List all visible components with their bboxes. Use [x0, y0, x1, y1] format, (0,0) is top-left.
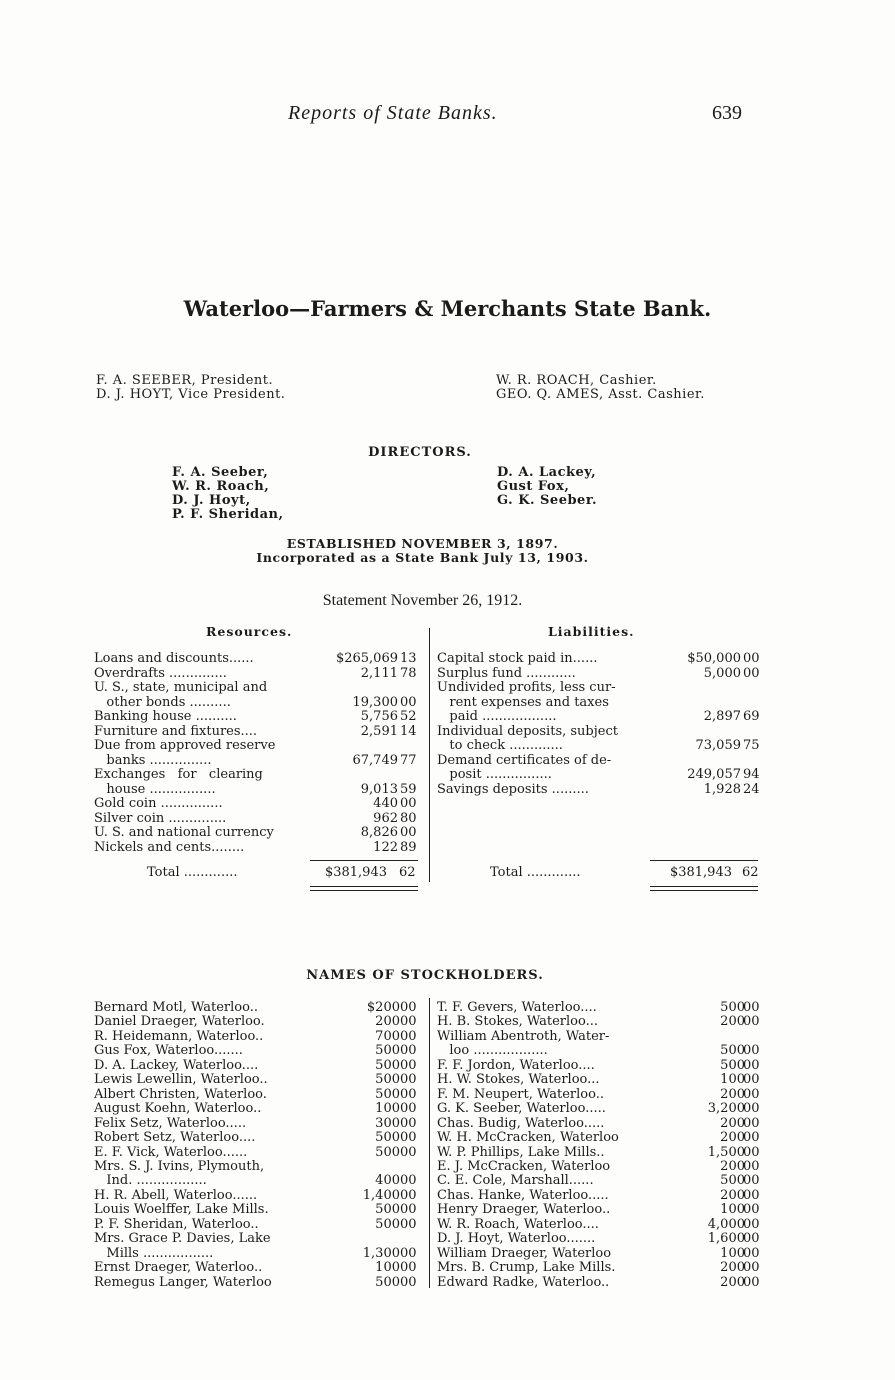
column-divider	[429, 628, 430, 882]
table-row	[437, 739, 765, 753]
table-row	[437, 710, 765, 724]
table-row	[94, 812, 422, 826]
row-dollars: 9,013	[360, 781, 398, 797]
row-label: other bonds ..........	[94, 694, 231, 710]
table-row	[94, 1174, 422, 1188]
row-dollars: 8,826	[360, 825, 398, 840]
row-cents: 00	[743, 1115, 760, 1131]
table-row	[437, 667, 765, 681]
row-label: E. J. McCracken, Waterloo	[437, 1158, 611, 1174]
row-label: Surplus fund ............	[437, 665, 576, 681]
row-dollars: 249,057	[687, 767, 741, 782]
table-row	[94, 667, 422, 681]
row-cents: 14	[400, 723, 417, 739]
row-label: W. R. Roach, Waterloo....	[437, 1216, 599, 1232]
row-cents: 24	[743, 781, 760, 797]
row-label: Gus Fox, Waterloo.......	[94, 1043, 243, 1059]
row-dollars: 400	[375, 1173, 400, 1189]
table-row	[94, 754, 422, 768]
row-dollars: $265,069	[335, 651, 398, 666]
row-dollars: 200	[720, 1115, 745, 1131]
liabilities-double-rule	[650, 886, 758, 891]
row-label: William Abentroth, Water-	[437, 1028, 610, 1044]
table-row	[437, 1261, 765, 1275]
table-row	[437, 1102, 765, 1116]
row-label: Exchanges for clearing	[94, 767, 263, 782]
row-dollars: 200	[720, 1086, 745, 1102]
row-cents: 00	[400, 1057, 417, 1073]
officers-right	[496, 374, 705, 402]
row-dollars: 200	[720, 1260, 745, 1276]
row-cents: 00	[400, 1173, 417, 1189]
table-row	[437, 1117, 765, 1131]
director: D. J. Hoyt,	[172, 493, 251, 508]
row-cents: 80	[400, 810, 417, 826]
row-dollars: 500	[720, 1057, 745, 1073]
row-cents: 52	[400, 709, 417, 724]
row-cents: 00	[400, 1202, 417, 1218]
table-row	[94, 652, 422, 666]
row-cents: 89	[400, 839, 417, 855]
table-row	[94, 1189, 422, 1203]
table-row	[437, 1189, 765, 1203]
row-label: Mills .................	[94, 1245, 214, 1261]
row-dollars: 67,749	[352, 752, 398, 768]
table-row	[437, 1001, 765, 1015]
row-label: Individual deposits, subject	[437, 723, 618, 739]
row-dollars: 500	[375, 1274, 400, 1290]
liabilities-sum-rule	[650, 860, 758, 861]
row-label: R. Heidemann, Waterloo..	[94, 1028, 264, 1044]
row-label: August Koehn, Waterloo..	[94, 1101, 262, 1117]
officers-left	[96, 374, 285, 402]
officer-cashier: W. R. ROACH, Cashier.	[496, 373, 657, 388]
row-dollars: 73,059	[695, 738, 741, 753]
row-dollars: 500	[375, 1216, 400, 1232]
row-dollars: 200	[375, 1014, 400, 1030]
row-label: U. S., state, municipal and	[94, 680, 268, 695]
row-dollars: 100	[720, 1072, 745, 1088]
row-label: H. B. Stokes, Waterloo...	[437, 1014, 598, 1030]
row-cents: 00	[743, 1173, 760, 1189]
row-dollars: 500	[720, 1000, 745, 1015]
row-dollars: 500	[375, 1144, 400, 1160]
row-dollars: 200	[720, 1187, 745, 1203]
row-cents: 00	[400, 1101, 417, 1117]
row-label: rent expenses and taxes	[437, 694, 609, 710]
table-row	[94, 1001, 422, 1015]
row-label: Edward Radke, Waterloo..	[437, 1274, 610, 1290]
row-dollars: 700	[375, 1028, 400, 1044]
established-block	[0, 537, 845, 565]
total-cents: 62	[399, 865, 416, 880]
row-label: Albert Christen, Waterloo.	[94, 1086, 267, 1102]
stockholders-heading: NAMES OF STOCKHOLDERS.	[306, 968, 544, 983]
row-label: Louis Woelffer, Lake Mills.	[94, 1202, 269, 1218]
table-row	[437, 1247, 765, 1261]
row-label: P. F. Sheridan, Waterloo..	[94, 1216, 259, 1232]
officer-president: F. A. SEEBER, President.	[96, 373, 274, 388]
running-title: Reports of State Banks.	[288, 102, 498, 124]
row-label: Gold coin ...............	[94, 796, 223, 811]
table-row	[437, 1131, 765, 1145]
row-cents: 00	[400, 1014, 417, 1030]
row-cents: 13	[400, 651, 417, 666]
row-label: H. R. Abell, Waterloo......	[94, 1187, 258, 1203]
row-dollars: 3,200	[707, 1101, 745, 1117]
table-row	[94, 1073, 422, 1087]
row-cents: 00	[743, 1072, 760, 1088]
row-cents: 00	[743, 651, 760, 666]
row-cents: 00	[400, 1115, 417, 1131]
director: Gust Fox,	[497, 479, 570, 494]
table-row	[437, 1088, 765, 1102]
row-cents: 00	[400, 1072, 417, 1088]
row-label: Mrs. B. Crump, Lake Mills.	[437, 1260, 616, 1276]
table-row	[94, 1247, 422, 1261]
row-cents: 75	[743, 738, 760, 753]
table-row	[94, 768, 422, 782]
row-cents: 00	[743, 1043, 760, 1059]
row-label: Capital stock paid in......	[437, 651, 598, 666]
incorporated-date: Incorporated as a State Bank July 13, 1903.	[256, 550, 589, 565]
row-dollars: 1,300	[362, 1245, 400, 1261]
table-row	[437, 1203, 765, 1217]
table-row	[94, 826, 422, 840]
resources-heading: Resources.	[206, 624, 293, 639]
row-cents: 00	[400, 1216, 417, 1232]
row-cents: 00	[400, 1130, 417, 1146]
officer-vice-president: D. J. HOYT, Vice President.	[96, 387, 286, 402]
row-cents: 00	[743, 1014, 760, 1030]
row-cents: 00	[400, 1028, 417, 1044]
row-label: Chas. Budig, Waterloo.....	[437, 1115, 605, 1131]
table-row	[94, 696, 422, 710]
row-dollars: 500	[375, 1202, 400, 1218]
table-row	[437, 1218, 765, 1232]
row-dollars: 1,400	[362, 1187, 400, 1203]
row-label: Savings deposits .........	[437, 781, 589, 797]
liabilities-total-row	[490, 866, 762, 880]
table-row	[94, 1088, 422, 1102]
table-row	[94, 841, 422, 855]
row-label: H. W. Stokes, Waterloo...	[437, 1072, 600, 1088]
row-dollars: 200	[720, 1158, 745, 1174]
row-label: posit ................	[437, 767, 552, 782]
row-label: William Draeger, Waterloo	[437, 1245, 612, 1261]
row-cents: 00	[743, 1158, 760, 1174]
row-dollars: 1,500	[707, 1144, 745, 1160]
total-label: Total .............	[490, 865, 581, 880]
row-cents: 00	[400, 1274, 417, 1290]
table-row	[94, 783, 422, 797]
statement-title: Statement November 26, 1912.	[322, 592, 523, 609]
table-row	[94, 1232, 422, 1246]
row-dollars: 440	[373, 796, 398, 811]
row-dollars: 500	[375, 1130, 400, 1146]
row-cents: 77	[400, 752, 417, 768]
row-dollars: 100	[375, 1101, 400, 1117]
table-row	[94, 739, 422, 753]
row-label: Loans and discounts......	[94, 651, 254, 666]
row-cents: 00	[743, 1130, 760, 1146]
table-row	[94, 1044, 422, 1058]
row-dollars: 5,000	[703, 665, 741, 681]
row-label: loo ..................	[437, 1043, 548, 1059]
row-cents: 00	[743, 1187, 760, 1203]
row-cents: 00	[400, 1000, 417, 1015]
row-label: Demand certificates of de-	[437, 752, 612, 768]
stockholders-divider	[429, 998, 430, 1288]
table-row	[437, 696, 765, 710]
table-row	[94, 1102, 422, 1116]
row-cents: 78	[400, 665, 417, 681]
row-dollars: $200	[366, 1000, 400, 1015]
table-row	[94, 1276, 422, 1290]
row-label: banks ...............	[94, 752, 212, 768]
table-row	[437, 783, 765, 797]
table-row	[437, 1044, 765, 1058]
table-row	[94, 1030, 422, 1044]
table-row	[94, 1203, 422, 1217]
row-dollars: 300	[375, 1115, 400, 1131]
row-label: F. M. Neupert, Waterloo..	[437, 1086, 604, 1102]
row-cents: 00	[400, 796, 417, 811]
table-row	[94, 681, 422, 695]
row-label: Undivided profits, less cur-	[437, 680, 616, 695]
row-label: W. H. McCracken, Waterloo	[437, 1130, 619, 1146]
row-dollars: 2,111	[360, 665, 398, 681]
row-dollars: 100	[720, 1245, 745, 1261]
table-row	[94, 1117, 422, 1131]
table-row	[94, 710, 422, 724]
row-cents: 00	[743, 1086, 760, 1102]
resources-sum-rule	[310, 860, 418, 861]
row-label: W. P. Phillips, Lake Mills..	[437, 1144, 605, 1160]
row-label: to check .............	[437, 738, 563, 753]
row-label: Banking house ..........	[94, 709, 237, 724]
resources-double-rule	[310, 886, 418, 891]
row-label: paid ..................	[437, 709, 557, 724]
row-label: Robert Setz, Waterloo....	[94, 1130, 256, 1146]
table-row	[437, 1232, 765, 1246]
row-dollars: 5,756	[360, 709, 398, 724]
row-dollars: 100	[375, 1260, 400, 1276]
table-row	[437, 1146, 765, 1160]
row-label: Henry Draeger, Waterloo..	[437, 1202, 611, 1218]
row-label: Furniture and fixtures....	[94, 723, 258, 739]
row-label: Silver coin ..............	[94, 810, 227, 826]
row-cents: 00	[400, 1043, 417, 1059]
table-row	[437, 1073, 765, 1087]
row-cents: 00	[743, 665, 760, 681]
row-dollars: $50,000	[687, 651, 741, 666]
row-dollars: 122	[373, 839, 398, 855]
table-row	[437, 1174, 765, 1188]
row-cents: 00	[400, 1086, 417, 1102]
resources-total-row	[147, 866, 419, 880]
row-label: Daniel Draeger, Waterloo.	[94, 1014, 265, 1030]
row-cents: 00	[400, 825, 417, 840]
row-cents: 69	[743, 709, 760, 724]
table-row	[94, 1015, 422, 1029]
row-cents: 00	[743, 1245, 760, 1261]
director: G. K. Seeber.	[497, 493, 598, 508]
table-row	[94, 1261, 422, 1275]
table-row	[94, 1059, 422, 1073]
row-label: E. F. Vick, Waterloo......	[94, 1144, 248, 1160]
row-dollars: 1,928	[703, 781, 741, 797]
row-dollars: 2,591	[360, 723, 398, 739]
table-row	[437, 1059, 765, 1073]
row-label: Felix Setz, Waterloo.....	[94, 1115, 247, 1131]
total-label: Total .............	[147, 865, 238, 880]
table-row	[437, 1015, 765, 1029]
row-label: F. F. Jordon, Waterloo....	[437, 1057, 595, 1073]
row-cents: 00	[743, 1057, 760, 1073]
table-row	[94, 1218, 422, 1232]
directors-left	[172, 466, 284, 522]
row-dollars: 200	[720, 1274, 745, 1290]
director: D. A. Lackey,	[497, 465, 597, 480]
row-dollars: 500	[720, 1043, 745, 1059]
table-row	[94, 1146, 422, 1160]
row-label: Due from approved reserve	[94, 738, 276, 753]
total-cents: 62	[742, 865, 759, 880]
row-label: G. K. Seeber, Waterloo.....	[437, 1101, 606, 1117]
row-label: Overdrafts ..............	[94, 665, 227, 681]
row-cents: 00	[400, 1144, 417, 1160]
table-row	[437, 725, 765, 739]
row-label: Remegus Langer, Waterloo	[94, 1274, 272, 1290]
table-row	[437, 1160, 765, 1174]
table-row	[94, 1131, 422, 1145]
officer-asst-cashier: GEO. Q. AMES, Asst. Cashier.	[496, 387, 705, 402]
row-label: Bernard Motl, Waterloo..	[94, 1000, 258, 1015]
row-cents: 00	[743, 1144, 760, 1160]
row-label: Chas. Hanke, Waterloo.....	[437, 1187, 609, 1203]
row-cents: 00	[743, 1101, 760, 1117]
total-dollars: $381,943	[669, 865, 732, 880]
row-label: D. J. Hoyt, Waterloo.......	[437, 1231, 596, 1247]
row-label: Ind. .................	[94, 1173, 207, 1189]
table-row	[437, 681, 765, 695]
table-row	[94, 1160, 422, 1174]
row-dollars: 500	[375, 1043, 400, 1059]
row-cents: 00	[400, 1245, 417, 1261]
row-dollars: 1,600	[707, 1231, 745, 1247]
row-dollars: 500	[375, 1057, 400, 1073]
row-dollars: 200	[720, 1130, 745, 1146]
directors-right	[497, 466, 597, 508]
directors-heading: DIRECTORS.	[368, 445, 472, 460]
row-dollars: 4,000	[707, 1216, 745, 1232]
row-dollars: 500	[375, 1086, 400, 1102]
bank-title: Waterloo—Farmers & Merchants State Bank.	[183, 296, 712, 321]
total-dollars: $381,943	[324, 865, 387, 880]
row-dollars: 2,897	[703, 709, 741, 724]
row-cents: 00	[743, 1260, 760, 1276]
row-cents: 00	[743, 1216, 760, 1232]
table-row	[437, 652, 765, 666]
row-cents: 00	[400, 1260, 417, 1276]
row-label: T. F. Gevers, Waterloo....	[437, 1000, 597, 1015]
row-dollars: 200	[720, 1014, 745, 1030]
row-dollars: 500	[720, 1173, 745, 1189]
row-cents: 00	[743, 1274, 760, 1290]
page-number: 639	[712, 102, 742, 124]
row-cents: 59	[400, 781, 417, 797]
director: W. R. Roach,	[172, 479, 270, 494]
row-label: Mrs. S. J. Ivins, Plymouth,	[94, 1158, 265, 1174]
row-dollars: 962	[373, 810, 398, 826]
table-row	[94, 725, 422, 739]
row-cents: 00	[743, 1202, 760, 1218]
row-label: U. S. and national currency	[94, 825, 274, 840]
row-cents: 00	[743, 1231, 760, 1247]
row-dollars: 100	[720, 1202, 745, 1218]
director: F. A. Seeber,	[172, 465, 269, 480]
row-cents: 00	[400, 1187, 417, 1203]
row-label: Ernst Draeger, Waterloo..	[94, 1260, 263, 1276]
row-label: Nickels and cents........	[94, 839, 245, 855]
director: P. F. Sheridan,	[172, 507, 284, 522]
row-label: house ................	[94, 781, 216, 797]
liabilities-heading: Liabilities.	[548, 624, 635, 639]
row-cents: 00	[400, 694, 417, 710]
row-dollars: 19,300	[352, 694, 398, 710]
table-row	[94, 797, 422, 811]
row-cents: 94	[743, 767, 760, 782]
row-label: Lewis Lewellin, Waterloo..	[94, 1072, 268, 1088]
table-row	[437, 754, 765, 768]
row-label: Mrs. Grace P. Davies, Lake	[94, 1231, 271, 1247]
table-row	[437, 1030, 765, 1044]
row-dollars: 500	[375, 1072, 400, 1088]
row-cents: 00	[743, 1000, 760, 1015]
established-date: ESTABLISHED NOVEMBER 3, 1897.	[286, 536, 559, 551]
row-label: D. A. Lackey, Waterloo....	[94, 1057, 259, 1073]
row-label: C. E. Cole, Marshall......	[437, 1173, 594, 1189]
table-row	[437, 768, 765, 782]
table-row	[437, 1276, 765, 1290]
